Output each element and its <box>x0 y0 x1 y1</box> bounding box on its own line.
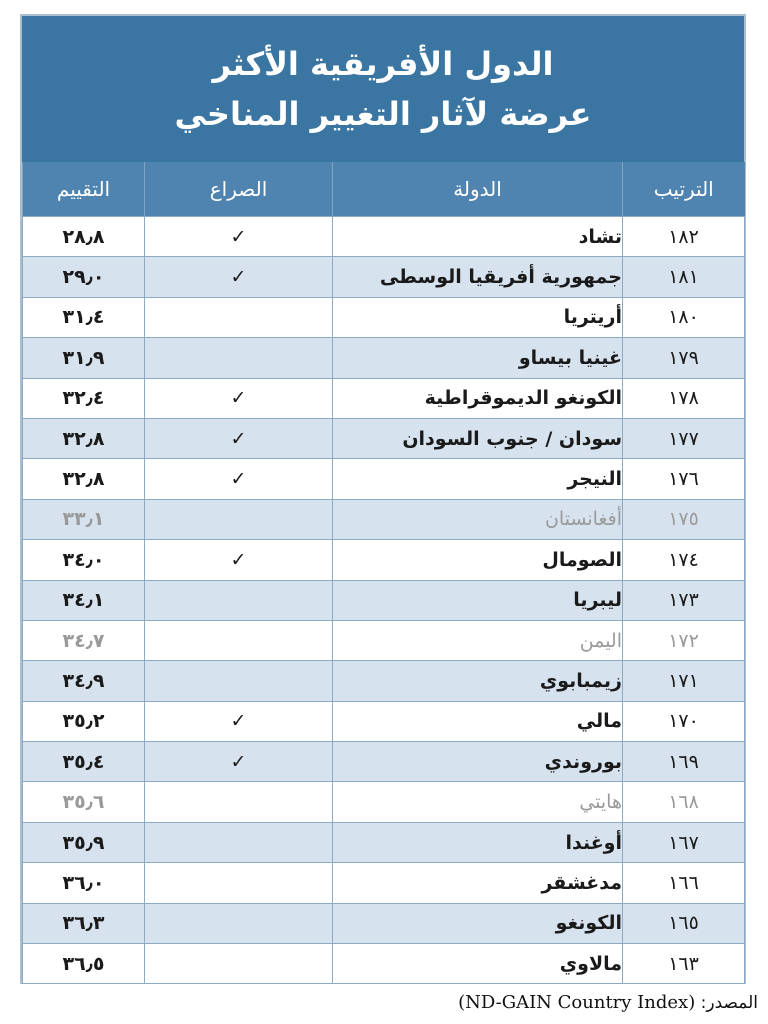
cell-rank: ١٧٠ <box>623 701 745 741</box>
table-row <box>23 822 745 862</box>
table-row <box>23 459 745 499</box>
cell-rank: ١٨٢ <box>623 217 745 257</box>
cell-country: مالاوي <box>333 944 623 984</box>
cell-conflict <box>145 620 333 660</box>
header-rank: الترتيب <box>623 162 745 217</box>
cell-rank: ١٧٢ <box>623 620 745 660</box>
cell-rank: ١٧٣ <box>623 580 745 620</box>
cell-rank: ١٧١ <box>623 661 745 701</box>
cell-country: سودان / جنوب السودان <box>333 418 623 458</box>
cell-country: تشاد <box>333 217 623 257</box>
cell-conflict: ✓ <box>145 701 333 741</box>
source-name: (ND-GAIN Country Index) <box>458 992 696 1013</box>
cell-score: ٣٣٫١ <box>23 499 145 539</box>
cell-conflict <box>145 499 333 539</box>
table-row <box>23 338 745 378</box>
cell-score: ٣٢٫٤ <box>23 378 145 418</box>
cell-country: هايتي <box>333 782 623 822</box>
table-row <box>23 540 745 580</box>
table-row <box>23 661 745 701</box>
table-row <box>23 257 745 297</box>
cell-score: ٣٦٫٠ <box>23 863 145 903</box>
cell-conflict: ✓ <box>145 217 333 257</box>
cell-score: ٣٥٫٦ <box>23 782 145 822</box>
cell-conflict <box>145 580 333 620</box>
table-row <box>23 378 745 418</box>
cell-score: ٣٦٫٣ <box>23 903 145 943</box>
table-row <box>23 499 745 539</box>
cell-conflict: ✓ <box>145 418 333 458</box>
title-line-2: عرضة لآثار التغيير المناخي <box>174 95 592 133</box>
cell-conflict: ✓ <box>145 378 333 418</box>
cell-conflict <box>145 863 333 903</box>
cell-score: ٢٩٫٠ <box>23 257 145 297</box>
cell-score: ٣٤٫٧ <box>23 620 145 660</box>
cell-country: اليمن <box>333 620 623 660</box>
cell-rank: ١٧٧ <box>623 418 745 458</box>
cell-country: زيمبابوي <box>333 661 623 701</box>
cell-rank: ١٦٧ <box>623 822 745 862</box>
cell-conflict <box>145 338 333 378</box>
cell-score: ٣١٫٤ <box>23 297 145 337</box>
cell-rank: ١٨١ <box>623 257 745 297</box>
header-row <box>23 162 745 217</box>
cell-score: ٣٦٫٥ <box>23 944 145 984</box>
cell-score: ٣٤٫٠ <box>23 540 145 580</box>
table-row <box>23 580 745 620</box>
cell-country: ليبريا <box>333 580 623 620</box>
ranking-table <box>22 162 745 984</box>
cell-rank: ١٧٥ <box>623 499 745 539</box>
table-row <box>23 701 745 741</box>
cell-rank: ١٦٩ <box>623 742 745 782</box>
cell-country: مدغشقر <box>333 863 623 903</box>
cell-country: جمهورية أفريقيا الوسطى <box>333 257 623 297</box>
cell-country: النيجر <box>333 459 623 499</box>
cell-score: ٣١٫٩ <box>23 338 145 378</box>
header-conflict: الصراع <box>145 162 333 217</box>
cell-conflict <box>145 903 333 943</box>
cell-country: مالي <box>333 701 623 741</box>
cell-conflict: ✓ <box>145 257 333 297</box>
cell-score: ٣٥٫٩ <box>23 822 145 862</box>
cell-score: ٣٢٫٨ <box>23 418 145 458</box>
cell-conflict <box>145 661 333 701</box>
source-note <box>398 992 758 1013</box>
cell-conflict <box>145 297 333 337</box>
cell-conflict <box>145 822 333 862</box>
cell-rank: ١٧٦ <box>623 459 745 499</box>
cell-score: ٣٥٫٢ <box>23 701 145 741</box>
cell-country: أوغندا <box>333 822 623 862</box>
cell-conflict: ✓ <box>145 540 333 580</box>
cell-country: الصومال <box>333 540 623 580</box>
header-country: الدولة <box>333 162 623 217</box>
cell-rank: ١٧٨ <box>623 378 745 418</box>
table-row <box>23 903 745 943</box>
cell-country: أفغانستان <box>333 499 623 539</box>
cell-conflict: ✓ <box>145 459 333 499</box>
table-body <box>23 217 745 984</box>
cell-country: بوروندي <box>333 742 623 782</box>
cell-rank: ١٦٨ <box>623 782 745 822</box>
table-title <box>22 16 744 162</box>
title-line-1: الدول الأفريقية الأكثر <box>212 45 554 83</box>
cell-country: أريتريا <box>333 297 623 337</box>
ranking-table-frame <box>20 14 746 984</box>
cell-score: ٣٢٫٨ <box>23 459 145 499</box>
header-score: التقييم <box>23 162 145 217</box>
table-row <box>23 418 745 458</box>
cell-country: الكونغو الديموقراطية <box>333 378 623 418</box>
cell-country: الكونغو <box>333 903 623 943</box>
cell-rank: ١٨٠ <box>623 297 745 337</box>
table-row <box>23 297 745 337</box>
source-label: المصدر: <box>700 993 758 1013</box>
cell-conflict <box>145 944 333 984</box>
cell-rank: ١٦٥ <box>623 903 745 943</box>
cell-score: ٢٨٫٨ <box>23 217 145 257</box>
cell-rank: ١٧٩ <box>623 338 745 378</box>
cell-score: ٣٤٫١ <box>23 580 145 620</box>
cell-rank: ١٦٣ <box>623 944 745 984</box>
table-row <box>23 944 745 984</box>
cell-rank: ١٧٤ <box>623 540 745 580</box>
cell-country: غينيا بيساو <box>333 338 623 378</box>
cell-conflict <box>145 782 333 822</box>
table-row <box>23 217 745 257</box>
cell-score: ٣٥٫٤ <box>23 742 145 782</box>
table-row <box>23 863 745 903</box>
table-row <box>23 782 745 822</box>
cell-rank: ١٦٦ <box>623 863 745 903</box>
cell-score: ٣٤٫٩ <box>23 661 145 701</box>
table-row <box>23 620 745 660</box>
table-row <box>23 742 745 782</box>
cell-conflict: ✓ <box>145 742 333 782</box>
